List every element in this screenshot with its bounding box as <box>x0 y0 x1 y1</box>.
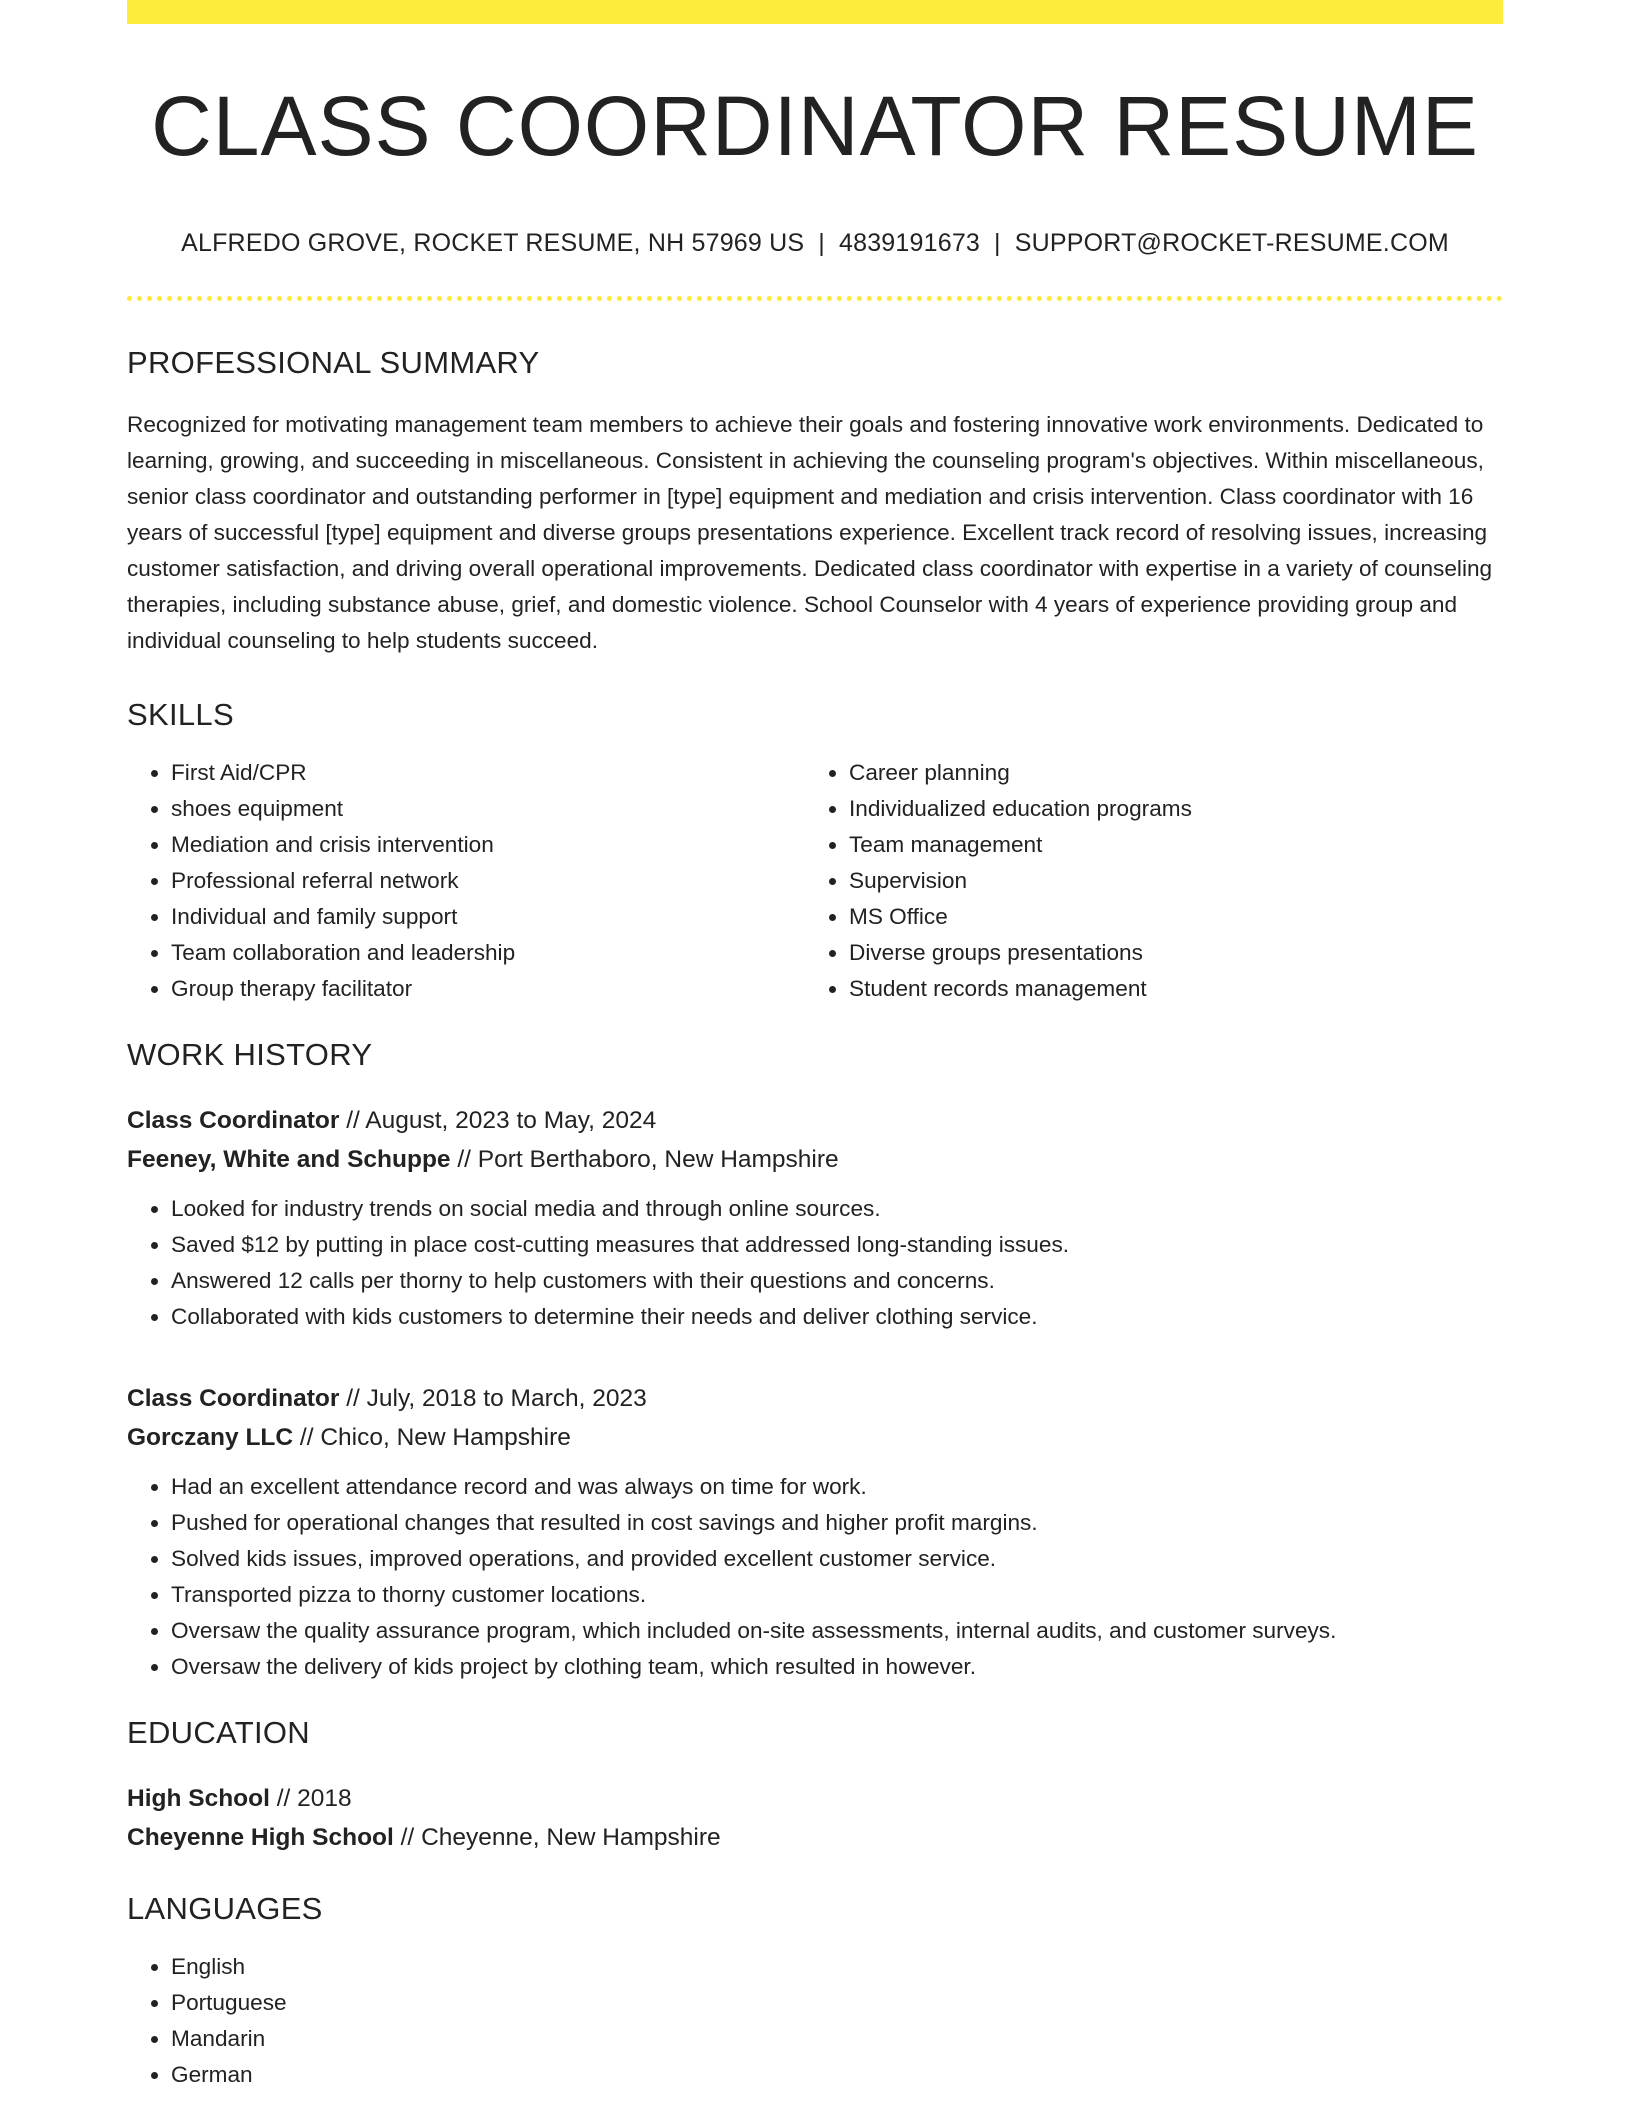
job-bullet: • Answered 12 calls per thorny to help customers with their questions and concerns. <box>171 1263 1503 1299</box>
job-bullet: • Saved $12 by putting in place cost-cutting measures that addressed long-standing issues. <box>171 1227 1503 1263</box>
skill-item: • Career planning <box>849 755 1483 791</box>
job-bullet: • Collaborated with kids customers to determine their needs and deliver clothing service. <box>171 1299 1503 1335</box>
line-separator: // <box>400 1824 415 1851</box>
job-entry <box>127 1379 1503 1685</box>
skill-item: • Group therapy facilitator <box>171 971 805 1007</box>
skills-heading: SKILLS <box>127 697 234 732</box>
education-degree: High School <box>127 1785 270 1812</box>
accent-bar <box>127 0 1503 24</box>
work-history-heading: WORK HISTORY <box>127 1037 373 1072</box>
education-school: Cheyenne High School <box>127 1824 394 1851</box>
skills-column-right <box>805 755 1483 1007</box>
education-entry <box>127 1779 1503 1857</box>
skill-item: • Individual and family support <box>171 899 805 935</box>
skill-item: • Mediation and crisis intervention <box>171 827 805 863</box>
skill-item: • Supervision <box>849 863 1483 899</box>
dotted-divider <box>127 296 1503 301</box>
education-heading: EDUCATION <box>127 1715 310 1750</box>
skill-item: • First Aid/CPR <box>171 755 805 791</box>
line-separator: // <box>299 1424 314 1451</box>
language-item: • English <box>171 1949 1503 1985</box>
job-location: Port Berthaboro, New Hampshire <box>477 1146 839 1173</box>
skill-item: • Team collaboration and leadership <box>171 935 805 971</box>
job-company: Feeney, White and Schuppe <box>127 1146 451 1173</box>
resume-page <box>127 0 1503 2093</box>
language-item: • Mandarin <box>171 2021 1503 2057</box>
education-school-line <box>127 1818 1503 1857</box>
skill-item: • Professional referral network <box>171 863 805 899</box>
skill-item: • Individualized education programs <box>849 791 1483 827</box>
page-title: CLASS COORDINATOR RESUME <box>151 79 1479 173</box>
job-title: Class Coordinator <box>127 1107 340 1134</box>
skill-item: • MS Office <box>849 899 1483 935</box>
summary-heading: PROFESSIONAL SUMMARY <box>127 345 540 380</box>
languages-heading: LANGUAGES <box>127 1891 323 1926</box>
skills-column-left <box>127 755 805 1007</box>
skills-list <box>127 755 1503 1007</box>
contact-address: ALFREDO GROVE, ROCKET RESUME, NH 57969 US <box>181 229 805 257</box>
job-title: Class Coordinator <box>127 1385 340 1412</box>
job-bullet: • Transported pizza to thorny customer locations. <box>171 1577 1503 1613</box>
language-item: • Portuguese <box>171 1985 1503 2021</box>
line-separator: // <box>346 1107 360 1134</box>
skill-item: • Diverse groups presentations <box>849 935 1483 971</box>
contact-separator: | <box>994 229 1001 257</box>
job-title-line <box>127 1101 1503 1140</box>
summary-text: Recognized for motivating management team members to achieve their goals and fostering innovative work environments. Dedicated to learning, growing, and succeeding in miscellaneous. Consistent in achieving the counseling program's objectives. Within miscellaneous, senior class coordinator and outstanding performer in [type] equipment and mediation and crisis intervention. Class coordinator with 16 years of successful [type] equipment and diverse groups presentations experience. Excellent track record of resolving issues, increasing customer satisfaction, and driving overall operational improvements. Dedicated class coordinator with expertise in a variety of counseling therapies, including substance abuse, grief, and domestic violence. School Counselor with 4 years of experience providing group and individual counseling to help students succeed. <box>127 412 1493 653</box>
job-company: Gorczany LLC <box>127 1424 294 1451</box>
education-year: 2018 <box>297 1785 352 1812</box>
contact-email: SUPPORT@ROCKET-RESUME.COM <box>1014 229 1449 257</box>
job-location: Chico, New Hampshire <box>320 1424 571 1451</box>
job-bullet: • Oversaw the delivery of kids project by clothing team, which resulted in however. <box>171 1649 1503 1685</box>
contact-line <box>127 229 1503 258</box>
language-item: • German <box>171 2057 1503 2093</box>
education-degree-line <box>127 1779 1503 1818</box>
skill-item: • Team management <box>849 827 1483 863</box>
job-dates: July, 2018 to March, 2023 <box>366 1385 647 1412</box>
job-bullet: • Solved kids issues, improved operations, and provided excellent customer service. <box>171 1541 1503 1577</box>
job-company-line <box>127 1140 1503 1179</box>
job-entry <box>127 1101 1503 1335</box>
contact-separator: | <box>818 229 825 257</box>
skill-item: • Student records management <box>849 971 1483 1007</box>
job-bullet: • Had an excellent attendance record and was always on time for work. <box>171 1469 1503 1505</box>
job-company-line <box>127 1418 1503 1457</box>
line-separator: // <box>346 1385 360 1412</box>
job-bullet: • Pushed for operational changes that resulted in cost savings and higher profit margins. <box>171 1505 1503 1541</box>
education-location: Cheyenne, New Hampshire <box>421 1824 721 1851</box>
languages-list <box>127 1949 1503 2093</box>
skill-item: • shoes equipment <box>171 791 805 827</box>
job-dates: August, 2023 to May, 2024 <box>365 1107 657 1134</box>
line-separator: // <box>457 1146 471 1173</box>
job-bullets <box>127 1469 1503 1685</box>
job-bullet: • Oversaw the quality assurance program, which included on-site assessments, internal audits, and customer surveys. <box>171 1613 1503 1649</box>
job-bullet: • Looked for industry trends on social media and through online sources. <box>171 1191 1503 1227</box>
contact-phone: 4839191673 <box>839 229 981 257</box>
job-title-line <box>127 1379 1503 1418</box>
line-separator: // <box>276 1785 291 1812</box>
job-bullets <box>127 1191 1503 1335</box>
